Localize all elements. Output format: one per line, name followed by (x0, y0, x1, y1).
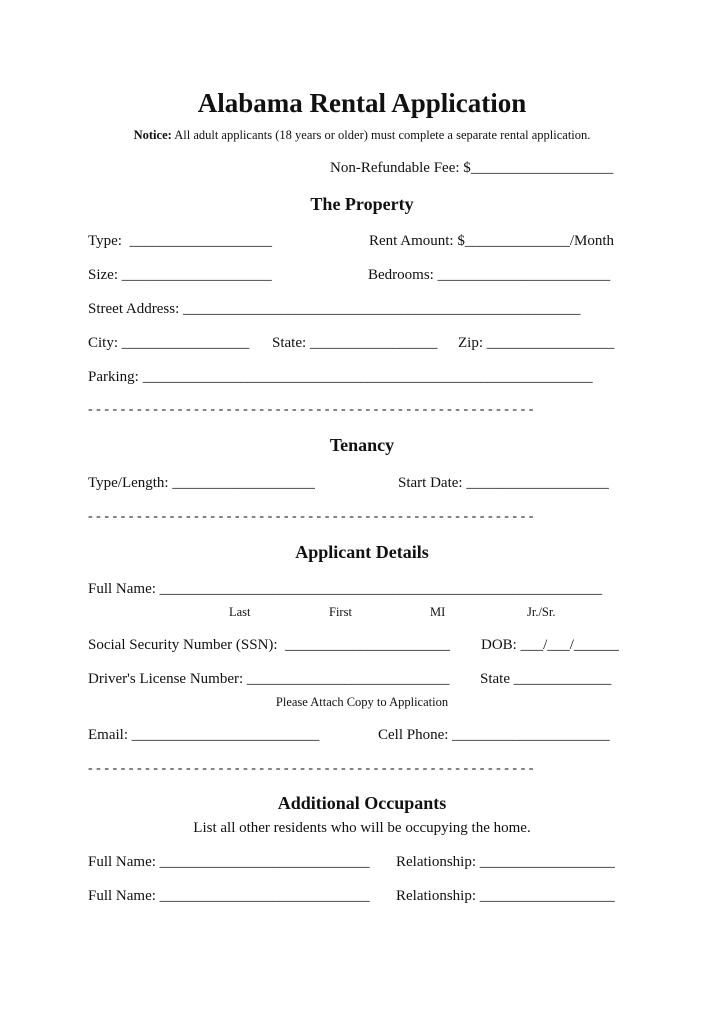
occupant-name-field[interactable]: Full Name: ____________________________ (88, 888, 370, 904)
occupant-name-field[interactable]: Full Name: ____________________________ (88, 854, 370, 870)
occupants-subtitle: List all other residents who will be occupying the home. (193, 820, 531, 836)
start-date-field[interactable]: Start Date: ___________________ (398, 475, 609, 491)
occupant-relationship-field[interactable]: Relationship: __________________ (396, 888, 615, 904)
rent-amount-field[interactable]: Rent Amount: $______________/Month (369, 233, 615, 249)
name-part-label: Jr./Sr. (527, 605, 556, 619)
dob-field[interactable]: DOB: ___/___/______ (481, 637, 619, 653)
property-heading: The Property (310, 194, 414, 214)
fee-field[interactable]: Non-Refundable Fee: $___________________ (330, 160, 614, 176)
property-type-field[interactable]: Type: ___________________ (88, 233, 272, 249)
bedrooms-field[interactable]: Bedrooms: _______________________ (368, 267, 611, 283)
page-title: Alabama Rental Application (197, 88, 527, 118)
ssn-field[interactable]: Social Security Number (SSN): ______________________ (88, 637, 451, 653)
notice-line (0, 128, 724, 143)
tenancy-heading: Tenancy (329, 435, 395, 455)
parking-field[interactable]: Parking: ____________________________________________________________ (88, 369, 593, 385)
full-name-field[interactable]: Full Name: ___________________________________________________________ (88, 581, 603, 597)
divider-line: - - - - - - - - - - - - - - - - - - - - - - - - - - - - - - - - - - - - - - - - - - - - - - - - - - - - - - - (88, 761, 534, 776)
license-note: Please Attach Copy to Application (275, 695, 449, 709)
size-field[interactable]: Size: ____________________ (88, 267, 272, 283)
zip-field[interactable]: Zip: _________________ (458, 335, 615, 351)
applicant-heading: Applicant Details (295, 542, 429, 562)
street-address-field[interactable]: Street Address: _____________________________________________________ (88, 301, 581, 317)
occupants-heading: Additional Occupants (277, 793, 447, 813)
license-state-field[interactable]: State _____________ (480, 671, 612, 687)
drivers-license-field[interactable]: Driver's License Number: ___________________________ (88, 671, 450, 687)
state-field[interactable]: State: _________________ (272, 335, 438, 351)
notice-text: All adult applicants (18 years or older) must complete a separate rental application. (171, 128, 591, 142)
notice-label: Notice: (133, 128, 172, 142)
email-field[interactable]: Email: _________________________ (88, 727, 320, 743)
divider-line: - - - - - - - - - - - - - - - - - - - - - - - - - - - - - - - - - - - - - - - - - - - - - - - - - - - - - - - (88, 402, 534, 417)
city-field[interactable]: City: _________________ (88, 335, 250, 351)
name-part-label: MI (430, 605, 446, 619)
type-length-field[interactable]: Type/Length: ___________________ (88, 475, 315, 491)
cell-phone-field[interactable]: Cell Phone: _____________________ (378, 727, 610, 743)
name-part-label: First (329, 605, 352, 619)
name-part-label: Last (229, 605, 251, 619)
divider-line: - - - - - - - - - - - - - - - - - - - - - - - - - - - - - - - - - - - - - - - - - - - - - - - - - - - - - - - (88, 509, 534, 524)
occupant-relationship-field[interactable]: Relationship: __________________ (396, 854, 615, 870)
